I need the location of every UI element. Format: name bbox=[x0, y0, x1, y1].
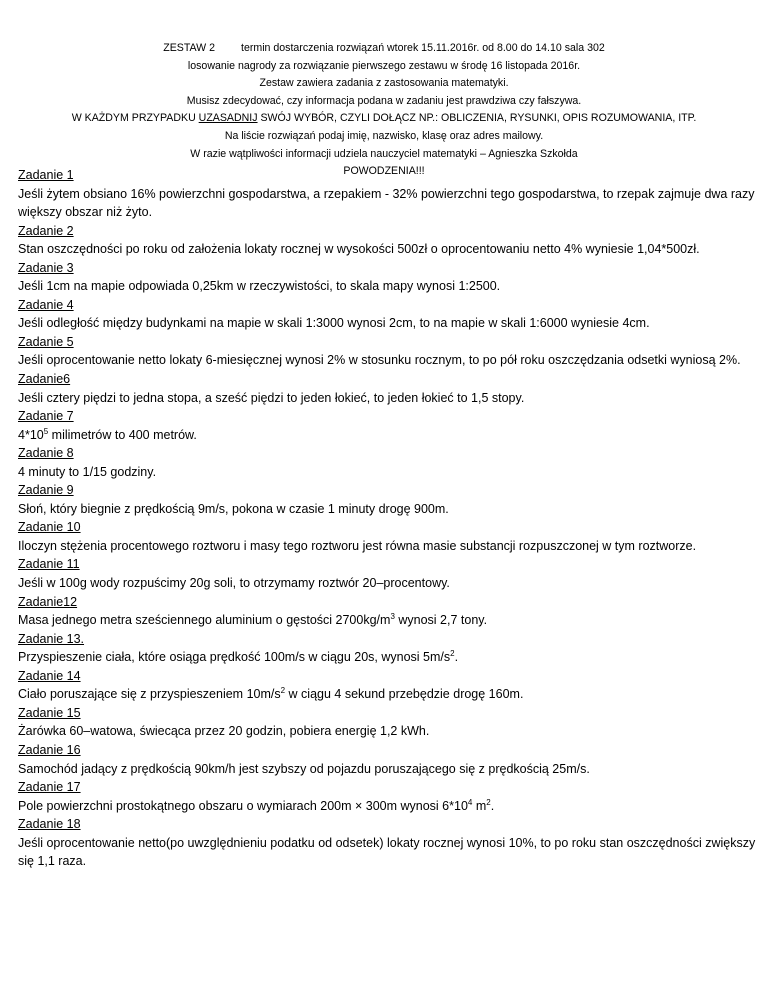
task-title: Zadanie 8 bbox=[18, 446, 74, 461]
task-text: Żarówka 60–watowa, świecąca przez 20 godzin, pobiera energię 1,2 kWh. bbox=[18, 724, 430, 739]
task-title: Zadanie 13. bbox=[18, 631, 85, 646]
set-label: ZESTAW 2 bbox=[163, 42, 216, 54]
justify-instruction bbox=[0, 110, 768, 128]
superscript: 3 bbox=[390, 611, 395, 621]
task-text bbox=[18, 611, 758, 630]
task-text: Samochód jadący z prędkością 90km/h jest szybszy od pojazdu poruszającego się z prędkością 25m/s. bbox=[18, 761, 590, 776]
task-title: Zadanie12 bbox=[18, 594, 78, 609]
task-title: Zadanie 1 bbox=[18, 168, 74, 182]
task-title: Zadanie 17 bbox=[18, 780, 81, 795]
task-text bbox=[18, 426, 758, 445]
task-title: Zadanie 18 bbox=[18, 817, 81, 832]
task-text: Słoń, który biegnie z prędkością 9m/s, pokona w czasie 1 minuty drogę 900m. bbox=[18, 501, 449, 516]
good-luck: POWODZENIA!!! bbox=[343, 165, 425, 178]
header-line-1 bbox=[0, 40, 768, 58]
task-text-part: Ciało poruszające się z przyspieszeniem 10m/s bbox=[18, 687, 281, 702]
justify-pre: W KAŻDYM PRZYPADKU bbox=[71, 112, 199, 125]
task-list bbox=[18, 166, 758, 871]
task-title: Zadanie 10 bbox=[18, 520, 81, 535]
task-title: Zadanie 16 bbox=[18, 742, 81, 757]
task-text-part: wynosi 2,7 tony. bbox=[394, 613, 488, 628]
task-title: Zadanie 2 bbox=[18, 223, 74, 238]
task-title: Zadanie 9 bbox=[18, 483, 74, 498]
decide-instruction: Musisz zdecydować, czy informacja podana w zadaniu jest prawdziwa czy fałszywa. bbox=[186, 94, 582, 107]
lottery-text: losowanie nagrody za rozwiązanie pierwszego zestawu w środę 16 listopada 2016r. bbox=[187, 59, 581, 72]
justify-underlined: UZASADNIJ bbox=[198, 112, 258, 125]
task-text-part: Masa jednego metra sześciennego aluminium o gęstości 2700kg/m bbox=[18, 613, 391, 628]
justify-post: SWÓJ WYBÓR, CZYLI DOŁĄCZ NP.: OBLICZENIA, RYSUNKI, OPIS ROZUMOWANIA, ITP. bbox=[257, 112, 697, 125]
task-title: Zadanie 11 bbox=[18, 557, 80, 572]
task-text: Jeśli oprocentowanie netto lokaty 6-miesięcznej wynosi 2% w stosunku rocznym, to po pół roku oszczędzania odsetki wyniosą 2%. bbox=[18, 353, 741, 368]
task-text: Jeśli odległość między budynkami na mapie w skali 1:3000 wynosi 2cm, to na mapie w skali 1:6000 wyniesie 4cm. bbox=[18, 316, 650, 331]
task-title: Zadanie 4 bbox=[18, 297, 74, 312]
task-text: Jeśli w 100g wody rozpuścimy 20g soli, to otrzymamy roztwór 20–procentowy. bbox=[18, 576, 450, 591]
task-text: Jeśli oprocentowanie netto(po uwzględnieniu podatku od odsetek) lokaty rocznej wynosi 10%, to po roku stan oszczędności zwiększy się 1,1 raza. bbox=[18, 835, 756, 869]
task-text: Jeśli cztery piędzi to jedna stopa, a sześć piędzi to jeden łokieć, to jeden łokieć to 1,5 stopy. bbox=[18, 390, 525, 405]
task-text-part: . bbox=[490, 798, 495, 813]
task-text-part: 4*10 bbox=[18, 427, 44, 442]
superscript: 2 bbox=[450, 649, 455, 659]
sheet-note: Na liście rozwiązań podaj imię, nazwisko, klasę oraz adres mailowy. bbox=[224, 129, 544, 142]
doubts-note: W razie wątpliwości informacji udziela nauczyciel matematyki – Agnieszka Szkołda bbox=[190, 147, 578, 160]
content-note: Zestaw zawiera zadania z zastosowania matematyki. bbox=[259, 77, 509, 90]
superscript: 5 bbox=[43, 426, 49, 436]
task-title: Zadanie 15 bbox=[18, 705, 81, 720]
task-title: Zadanie 3 bbox=[18, 260, 74, 275]
task-text bbox=[18, 648, 758, 667]
task-title: Zadanie6 bbox=[18, 372, 71, 387]
task-text-part: Pole powierzchni prostokątnego obszaru o wymiarach 200m × 300m wynosi 6*10 bbox=[18, 798, 468, 813]
task-text-part: m bbox=[472, 798, 487, 813]
task-text: Stan oszczędności po roku od założenia lokaty rocznej w wysokości 500zł o oprocentowaniu netto 4% wyniesie 1,04*500zł. bbox=[18, 242, 700, 257]
superscript: 2 bbox=[280, 686, 286, 696]
task-text-part: Przyspieszenie ciała, które osiąga prędkość 100m/s w ciągu 20s, wynosi 5m/s bbox=[18, 650, 451, 665]
task-text bbox=[18, 685, 758, 704]
task-text: Jeśli 1cm na mapie odpowiada 0,25km w rzeczywistości, to skala mapy wynosi 1:2500. bbox=[18, 279, 501, 294]
task-text: Jeśli żytem obsiano 16% powierzchni gospodarstwa, a rzepakiem - 32% powierzchni tego gospodarstwa, to rzepak zajmuje dwa razy większy obszar niż żyto. bbox=[18, 186, 755, 220]
document-header bbox=[0, 40, 768, 181]
task-text: 4 minuty to 1/15 godziny. bbox=[18, 464, 157, 479]
task-text-part: w ciągu 4 sekund przebędzie drogę 160m. bbox=[285, 687, 524, 702]
task-text-part: milimetrów to 400 metrów. bbox=[48, 427, 197, 442]
task-title: Zadanie 5 bbox=[18, 334, 74, 349]
task-title: Zadanie 7 bbox=[18, 409, 74, 424]
deadline-text: termin dostarczenia rozwiązań wtorek 15.11.2016r. od 8.00 do 14.10 sala 302 bbox=[241, 42, 605, 54]
task-text bbox=[18, 797, 758, 816]
task-text-part: . bbox=[454, 650, 459, 665]
superscript: 2 bbox=[486, 797, 491, 807]
task-text: Iloczyn stężenia procentowego roztworu i masy tego roztworu jest równa masie substancji rozpuszczonej w tym roztworze. bbox=[18, 538, 697, 553]
task-title: Zadanie 14 bbox=[18, 668, 81, 683]
superscript: 4 bbox=[467, 797, 473, 807]
